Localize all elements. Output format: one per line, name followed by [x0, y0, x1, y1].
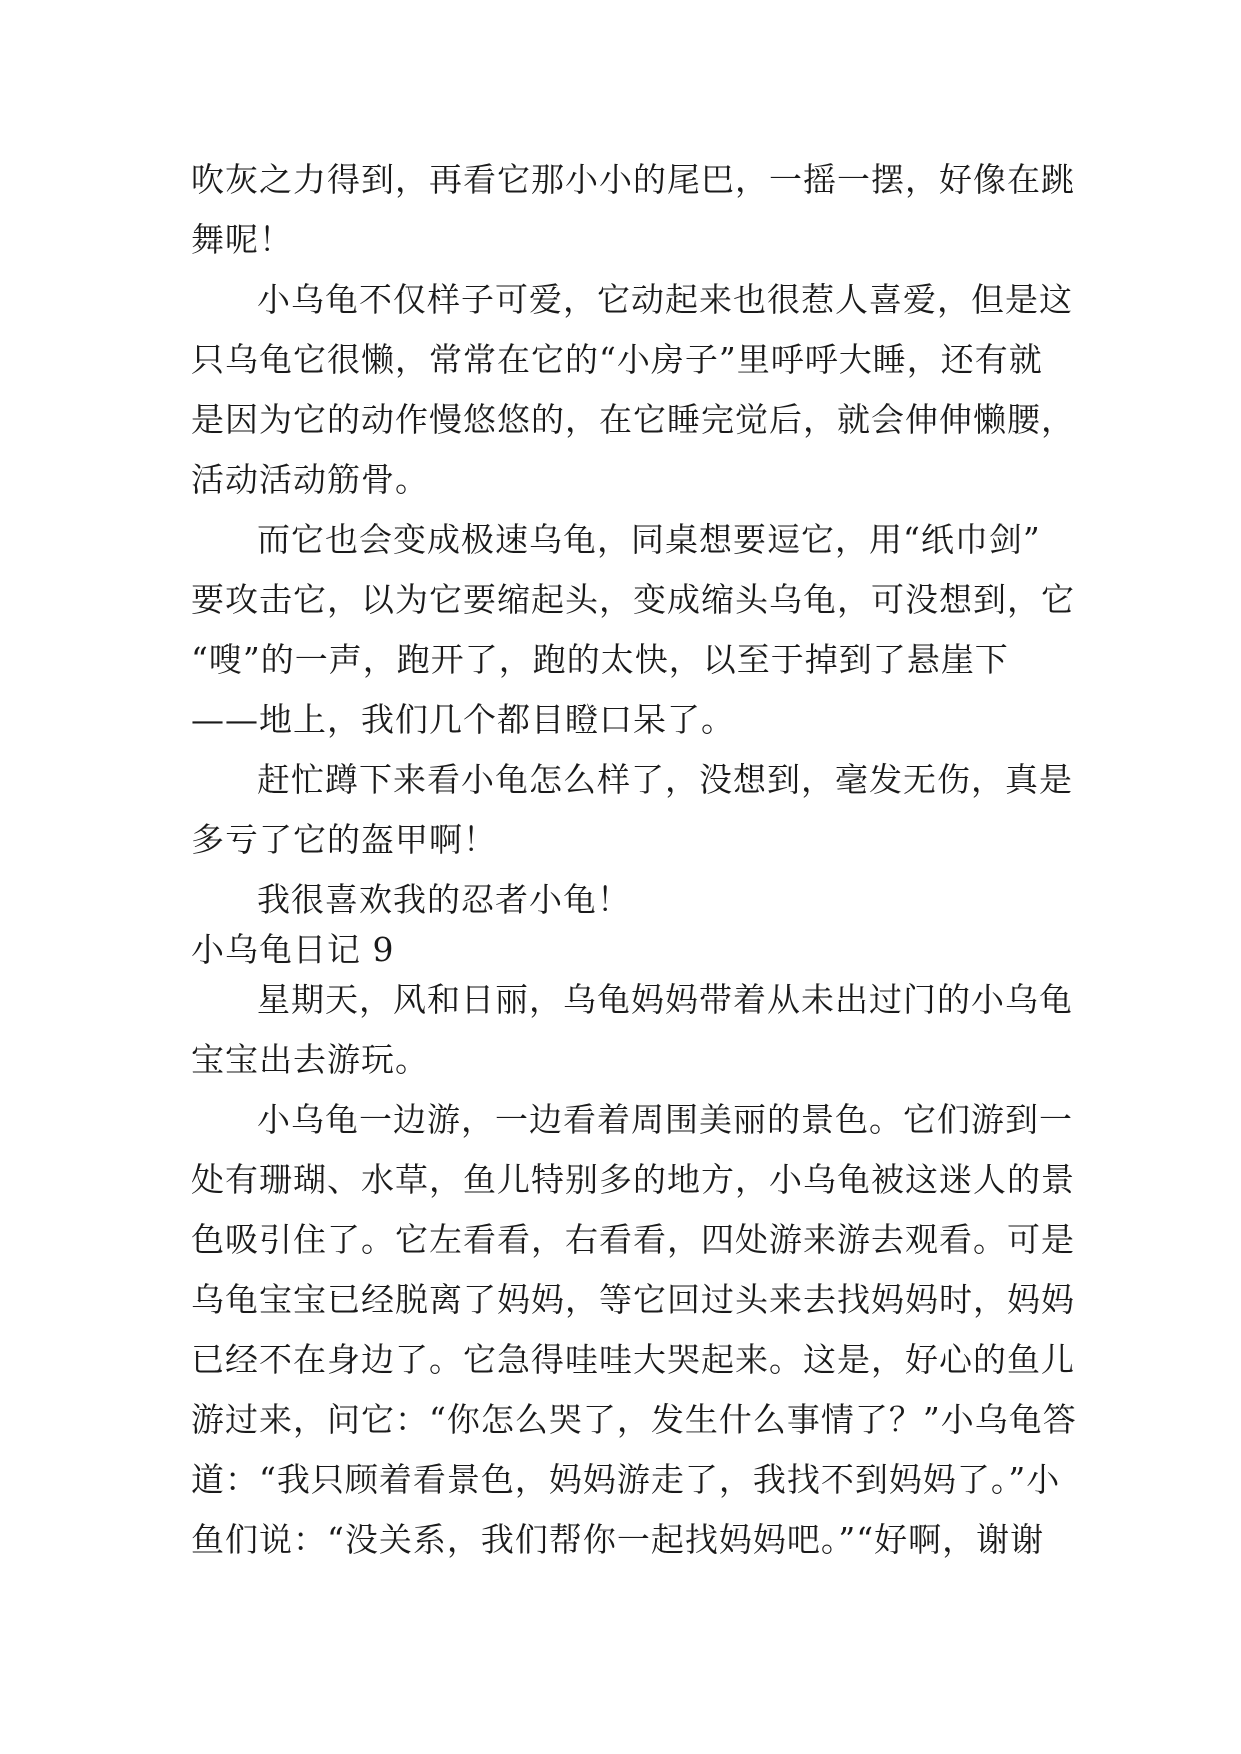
text-line: ——地上，我们几个都目瞪口呆了。: [191, 700, 735, 739]
text-line: 乌龟宝宝已经脱离了妈妈，等它回过头来去找妈妈时，妈妈: [191, 1280, 1075, 1319]
text-line: 鱼们说：“没关系，我们帮你一起找妈妈吧。”“好啊，谢谢: [191, 1520, 1045, 1559]
text-line: 处有珊瑚、水草，鱼儿特别多的地方，小乌龟被这迷人的景: [191, 1160, 1075, 1199]
text-line: 色吸引住了。它左看看，右看看，四处游来游去观看。可是: [191, 1220, 1075, 1259]
text-line: 吹灰之力得到，再看它那小小的尾巴，一摇一摆，好像在跳: [191, 160, 1075, 199]
text-line: 活动活动筋骨。: [191, 460, 429, 499]
document-body: [191, 160, 1077, 1580]
paragraph-line: 星期天，风和日丽，乌龟妈妈带着从未出过门的小乌龟: [257, 980, 1073, 1019]
text-line: 多亏了它的盔甲啊！: [191, 820, 497, 859]
paragraph-line: 小乌龟不仅样子可爱，它动起来也很惹人喜爱，但是这: [257, 280, 1073, 319]
text-line: 已经不在身边了。它急得哇哇大哭起来。这是，好心的鱼儿: [191, 1340, 1075, 1379]
paragraph-line: 我很喜欢我的忍者小龟！: [257, 880, 631, 919]
text-line: 是因为它的动作慢悠悠的，在它睡完觉后，就会伸伸懒腰，: [191, 400, 1075, 439]
text-line: 道：“我只顾着看景色，妈妈游走了，我找不到妈妈了。”小: [191, 1460, 1061, 1499]
paragraph-line: 赶忙蹲下来看小龟怎么样了，没想到，毫发无伤，真是: [257, 760, 1073, 799]
text-line: 只乌龟它很懒，常常在它的“小房子”里呼呼大睡，还有就: [191, 340, 1043, 379]
paragraph-line: 小乌龟一边游，一边看着周围美丽的景色。它们游到一: [257, 1100, 1073, 1139]
section-heading: 小乌龟日记 9: [191, 930, 395, 969]
text-line: “嗖”的一声，跑开了，跑的太快，以至于掉到了悬崖下: [191, 640, 1009, 679]
text-line: 舞呢！: [191, 220, 293, 259]
paragraph-line: 而它也会变成极速乌龟，同桌想要逗它，用“纸巾剑”: [257, 520, 1041, 559]
text-line: 宝宝出去游玩。: [191, 1040, 429, 1079]
text-line: 要攻击它，以为它要缩起头，变成缩头乌龟，可没想到，它: [191, 580, 1075, 619]
text-line: 游过来，问它：“你怎么哭了，发生什么事情了？”小乌龟答: [191, 1400, 1077, 1439]
